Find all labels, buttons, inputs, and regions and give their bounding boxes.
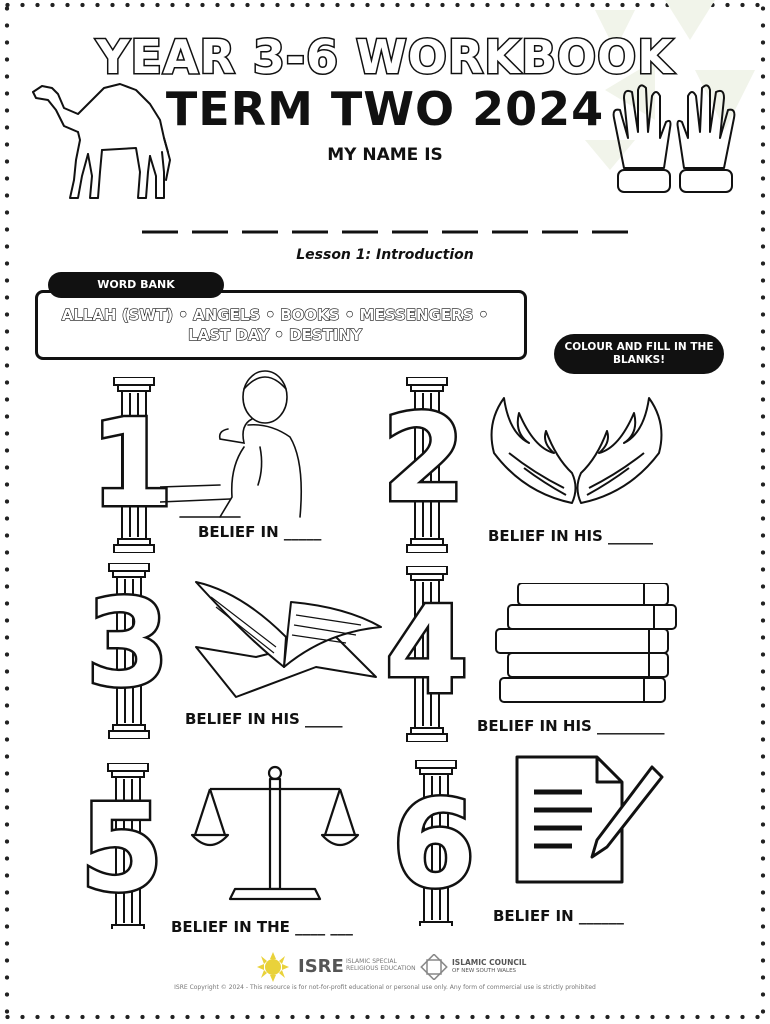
- scales-icon: [190, 765, 360, 905]
- praying-person-icon: [160, 367, 310, 522]
- open-book-stand-icon: [186, 577, 383, 702]
- stacked-books-icon: [494, 583, 684, 708]
- wings-icon: [484, 393, 669, 518]
- sun-logo-icon: [255, 952, 291, 982]
- number-5: 5: [80, 780, 164, 919]
- number-3: 3: [86, 575, 170, 714]
- workbook-title: YEAR 3-6 WORKBOOK: [96, 30, 674, 84]
- item-6-prompt[interactable]: BELIEF IN ______: [493, 907, 624, 925]
- word-bank-line-2: LAST DAY • DESTINY: [188, 326, 362, 344]
- item-3-prompt[interactable]: BELIEF IN HIS _____: [185, 710, 343, 728]
- document-pen-icon: [512, 752, 667, 887]
- number-2: 2: [382, 390, 466, 529]
- item-2-prompt[interactable]: BELIEF IN HIS ______: [488, 527, 654, 545]
- number-6: 6: [392, 776, 476, 915]
- name-prompt: MY NAME IS: [327, 145, 443, 165]
- council-logo-icon: [420, 954, 448, 980]
- term-title: TERM TWO 2024: [165, 82, 605, 136]
- isre-subtitle: ISLAMIC SPECIAL RELIGIOUS EDUCATION: [346, 958, 416, 972]
- council-logo-text: [452, 958, 542, 976]
- item-1-prompt[interactable]: BELIEF IN _____: [198, 523, 322, 541]
- copyright-text: ISRE Copyright © 2024 - This resource is for not-for-profit educational or personal use only. Any form of commercial use is strictly prohibited: [174, 984, 596, 991]
- word-bank-label: WORD BANK: [48, 272, 224, 298]
- instruction-pill: COLOUR AND FILL IN THE BLANKS!: [554, 334, 724, 374]
- dotted-border-bottom: [0, 1012, 770, 1022]
- council-subtitle: OF NEW SOUTH WALES: [452, 968, 517, 974]
- number-4: 4: [385, 582, 469, 721]
- item-5-prompt[interactable]: BELIEF IN THE ____ ___: [171, 918, 353, 936]
- name-blank-line[interactable]: [140, 222, 630, 236]
- item-4-prompt[interactable]: BELIEF IN HIS _________: [477, 717, 665, 735]
- word-bank-line-1: ALLAH (SWT) • ANGELS • BOOKS • MESSENGERS •: [61, 306, 489, 324]
- council-name: ISLAMIC COUNCIL: [452, 958, 527, 967]
- word-bank-words: [45, 305, 505, 345]
- lesson-title: Lesson 1: Introduction: [296, 247, 474, 263]
- number-1: 1: [90, 395, 174, 534]
- isre-logo-text: ISRE: [298, 956, 344, 977]
